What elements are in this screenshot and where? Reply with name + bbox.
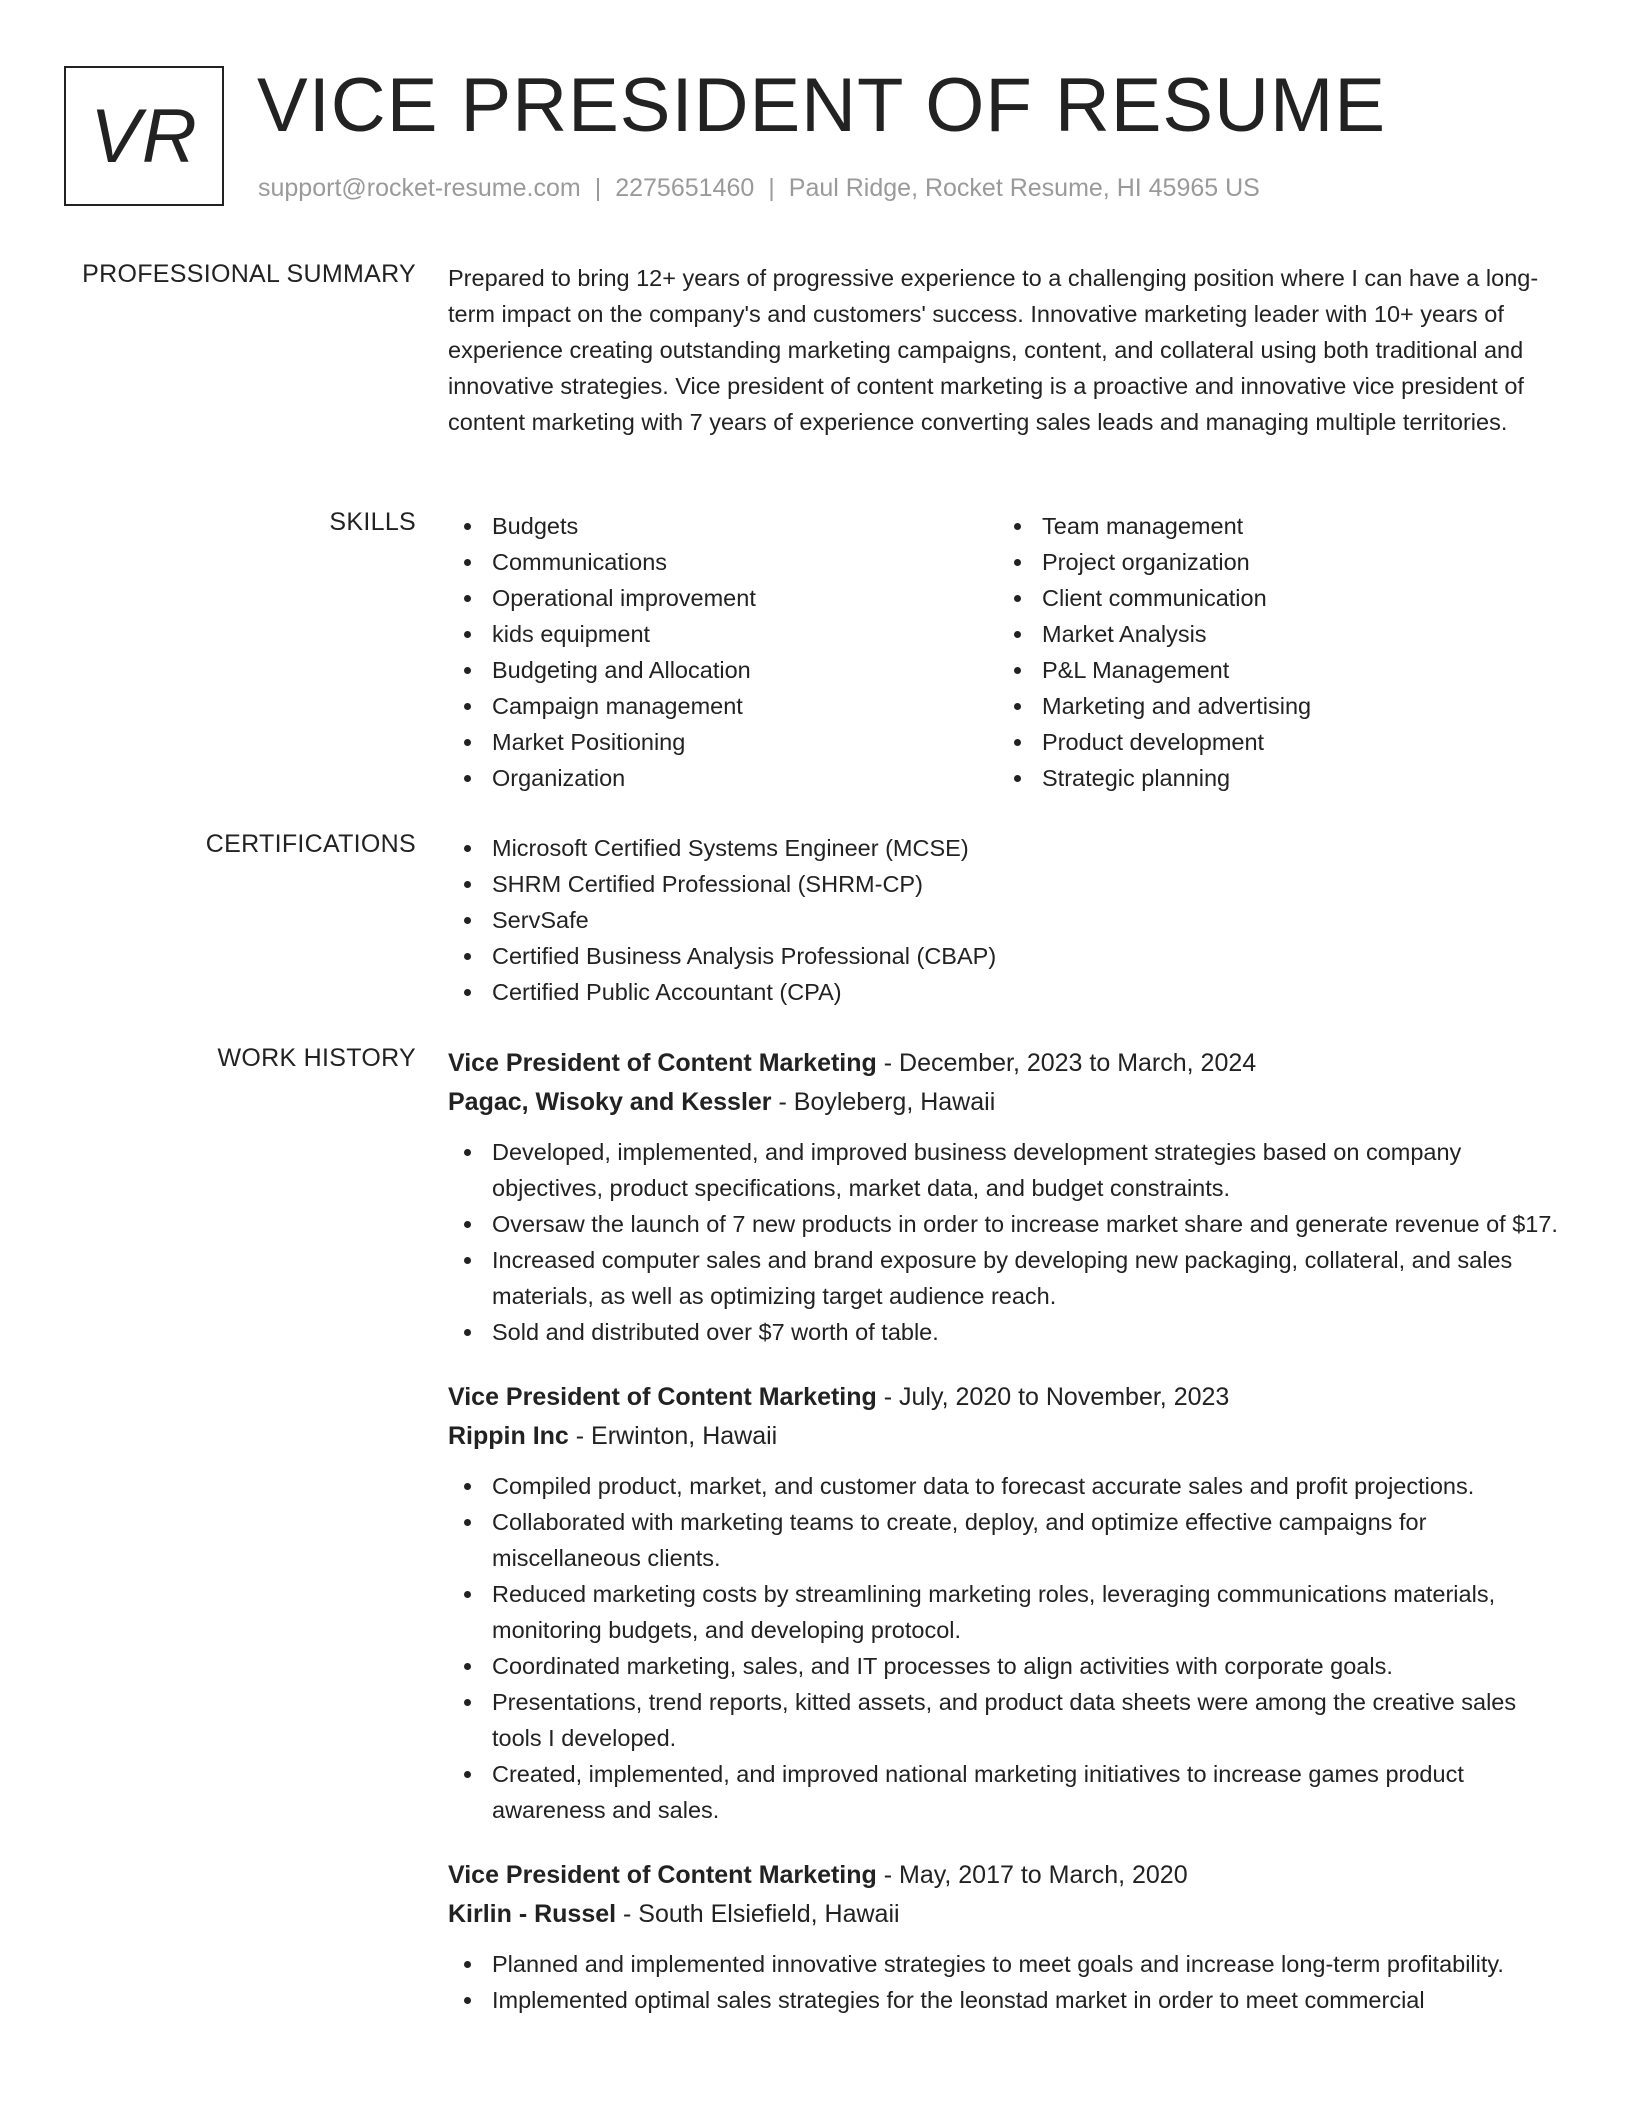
job-entry xyxy=(448,1856,1568,2018)
job-company: Pagac, Wisoky and Kessler xyxy=(448,1088,772,1116)
certification-item: ServSafe xyxy=(448,902,1568,938)
skill-item: Marketing and advertising xyxy=(998,688,1548,724)
contact-email: support@rocket-resume.com xyxy=(258,174,581,202)
skills-list-left xyxy=(448,508,998,796)
contact-phone: 2275651460 xyxy=(615,174,755,202)
job-bullet: Presentations, trend reports, kitted assets, and product data sheets were among the creative sales tools I developed. xyxy=(448,1684,1568,1756)
skill-item: Operational improvement xyxy=(448,580,998,616)
job-title: Vice President of Content Marketing xyxy=(448,1861,877,1889)
job-bullet: Sold and distributed over $7 worth of table. xyxy=(448,1314,1568,1350)
job-bullet: Collaborated with marketing teams to create, deploy, and optimize effective campaigns for miscellaneous clients. xyxy=(448,1504,1568,1576)
resume-header xyxy=(64,63,1564,211)
contact-line xyxy=(258,174,1260,203)
summary-body xyxy=(448,260,1568,440)
skill-item: Product development xyxy=(998,724,1548,760)
skill-item: Client communication xyxy=(998,580,1548,616)
certification-item: Certified Public Accountant (CPA) xyxy=(448,974,1568,1010)
job-bullet: Developed, implemented, and improved business development strategies based on company objectives, product specifications, market data, and budget constraints. xyxy=(448,1134,1568,1206)
job-entry xyxy=(448,1378,1568,1828)
skill-item: Budgeting and Allocation xyxy=(448,652,998,688)
contact-separator: | xyxy=(594,174,602,202)
skill-item: Budgets xyxy=(448,508,998,544)
job-title-line xyxy=(448,1044,1568,1082)
certifications-body xyxy=(448,830,1568,1010)
section-label-work-history: WORK HISTORY xyxy=(217,1044,416,1072)
job-dates: - December, 2023 to March, 2024 xyxy=(876,1049,1257,1077)
skill-item: P&L Management xyxy=(998,652,1548,688)
job-title: Vice President of Content Marketing xyxy=(448,1383,877,1411)
section-label-summary: PROFESSIONAL SUMMARY xyxy=(82,260,416,288)
job-title-line xyxy=(448,1856,1568,1894)
skills-columns xyxy=(448,508,1568,796)
skills-body xyxy=(448,508,1568,796)
skill-item: Project organization xyxy=(998,544,1548,580)
certification-item: Microsoft Certified Systems Engineer (MCSE) xyxy=(448,830,1568,866)
job-location: - Erwinton, Hawaii xyxy=(568,1422,778,1450)
job-location: - South Elsiefield, Hawaii xyxy=(616,1900,900,1928)
job-company-line xyxy=(448,1082,1568,1122)
job-entry xyxy=(448,1044,1568,1350)
work-history-body xyxy=(448,1044,1568,2046)
job-bullet: Increased computer sales and brand exposure by developing new packaging, collateral, and sales materials, as well as optimizing target audience reach. xyxy=(448,1242,1568,1314)
monogram: VR xyxy=(64,66,224,206)
skill-item: Communications xyxy=(448,544,998,580)
certification-item: SHRM Certified Professional (SHRM-CP) xyxy=(448,866,1568,902)
job-company-line xyxy=(448,1416,1568,1456)
job-location: - Boyleberg, Hawaii xyxy=(771,1088,996,1116)
job-bullets xyxy=(448,1946,1568,2018)
job-bullet: Oversaw the launch of 7 new products in order to increase market share and generate revenue of $17. xyxy=(448,1206,1568,1242)
contact-separator: | xyxy=(768,174,775,202)
job-bullet: Coordinated marketing, sales, and IT processes to align activities with corporate goals. xyxy=(448,1648,1568,1684)
skills-list-right xyxy=(998,508,1548,796)
job-bullets xyxy=(448,1468,1568,1828)
skill-item: Organization xyxy=(448,760,998,796)
job-bullet: Implemented optimal sales strategies for the leonstad market in order to meet commercial xyxy=(448,1982,1568,2018)
job-bullet: Planned and implemented innovative strategies to meet goals and increase long-term profitability. xyxy=(448,1946,1568,1982)
skill-item: kids equipment xyxy=(448,616,998,652)
resume-name: VICE PRESIDENT OF RESUME xyxy=(257,63,1387,148)
job-bullets xyxy=(448,1134,1568,1350)
skill-item: Team management xyxy=(998,508,1548,544)
job-bullet: Reduced marketing costs by streamlining marketing roles, leveraging communications materials, monitoring budgets, and developing protocol. xyxy=(448,1576,1568,1648)
job-bullet: Created, implemented, and improved national marketing initiatives to increase games product awareness and sales. xyxy=(448,1756,1568,1828)
skill-item: Market Positioning xyxy=(448,724,998,760)
job-dates: - May, 2017 to March, 2020 xyxy=(876,1861,1188,1889)
section-label-skills: SKILLS xyxy=(329,508,416,536)
certification-item: Certified Business Analysis Professional (CBAP) xyxy=(448,938,1568,974)
job-bullet: Compiled product, market, and customer data to forecast accurate sales and profit projections. xyxy=(448,1468,1568,1504)
job-company: Kirlin - Russel xyxy=(448,1900,617,1928)
contact-address: Paul Ridge, Rocket Resume, HI 45965 US xyxy=(788,174,1260,202)
section-label-certifications: CERTIFICATIONS xyxy=(205,830,416,858)
job-title-line xyxy=(448,1378,1568,1416)
job-company: Rippin Inc xyxy=(448,1422,569,1450)
job-dates: - July, 2020 to November, 2023 xyxy=(876,1383,1230,1411)
certifications-list xyxy=(448,830,1568,1010)
job-company-line xyxy=(448,1894,1568,1934)
summary-text: Prepared to bring 12+ years of progressive experience to a challenging position where I can have a long-term impact on the company's and customers' success. Innovative marketing leader with 10+ years of experience creating outstanding marketing campaigns, content, and collateral using both traditional and innovative strategies. Vice president of content marketing is a proactive and innovative vice president of content marketing with 7 years of experience converting sales leads and managing multiple territories. xyxy=(448,265,1539,435)
job-title: Vice President of Content Marketing xyxy=(448,1049,877,1077)
skill-item: Campaign management xyxy=(448,688,998,724)
skill-item: Market Analysis xyxy=(998,616,1548,652)
skill-item: Strategic planning xyxy=(998,760,1548,796)
